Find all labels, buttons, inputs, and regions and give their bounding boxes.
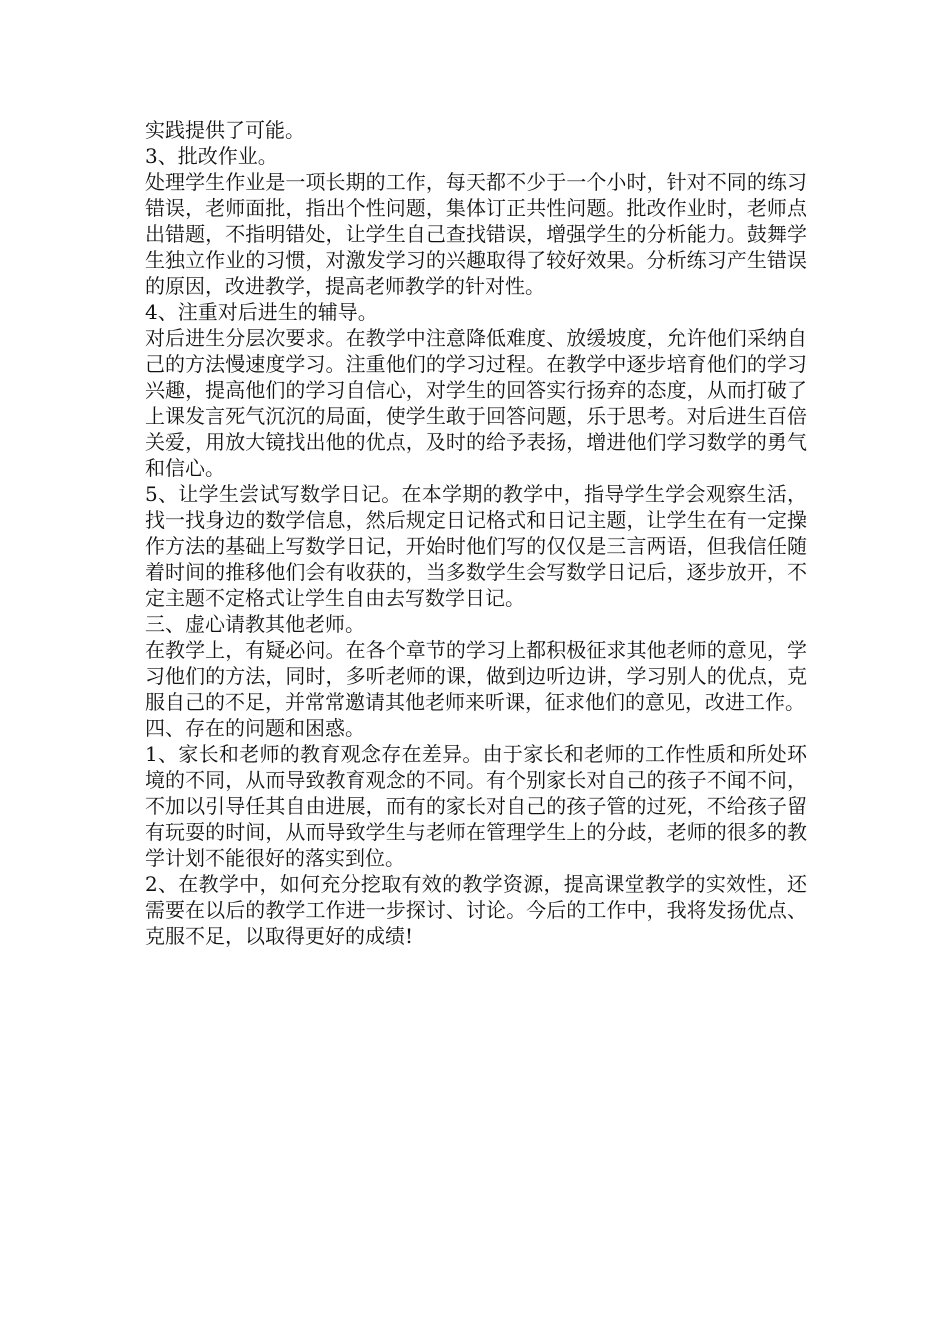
paragraph-grading-homework: 处理学生作业是一项长期的工作，每天都不少于一个小时，针对不同的练习错误，老师面批，指出个性问题，集体订正共性问题。批改作业时，老师点出错题，不指明错处，让学生自己查找错误，增强学生的分析能力。鼓舞学生独立作业的习惯，对激发学习的兴趣取得了较好效果。分析练习产生错误的原因，改进教学，提高老师教学的针对性。 xyxy=(145,170,807,298)
heading-grading-homework: 3、批改作业。 xyxy=(145,144,278,168)
document-body xyxy=(145,117,807,949)
heading-problems: 四、存在的问题和困惑。 xyxy=(145,716,365,740)
paragraph-continuation: 实践提供了可能。 xyxy=(145,118,305,142)
paragraph-tutoring-students: 对后进生分层次要求。在教学中注意降低难度、放缓坡度，允许他们采纳自己的方法慢速度学习。注重他们的学习过程。在教学中逐步培育他们的学习兴趣，提高他们的学习自信心，对学生的回答实行扬弃的态度，从而打破了上课发言死气沉沉的局面，使学生敢于回答问题，乐于思考。对后进生百倍关爱，用放大镜找出他的优点，及时的给予表扬，增进他们学习数学的勇气和信心。 xyxy=(145,326,807,480)
paragraph-problem-2: 2、在教学中，如何充分挖取有效的教学资源，提高课堂教学的实效性，还需要在以后的教学工作进一步探讨、讨论。今后的工作中，我将发扬优点、克服不足，以取得更好的成绩! xyxy=(145,872,807,948)
paragraph-problem-1: 1、家长和老师的教育观念存在差异。由于家长和老师的工作性质和所处环境的不同，从而导致教育观念的不同。有个别家长对自己的孩子不闻不问，不加以引导任其自由进展，而有的家长对自己的孩子管的过死，不给孩子留有玩耍的时间，从而导致学生与老师在管理学生上的分歧，老师的很多的教学计划不能很好的落实到位。 xyxy=(145,742,807,870)
heading-tutoring-students: 4、注重对后进生的辅导。 xyxy=(145,300,378,324)
paragraph-consult-teachers: 在教学上，有疑必问。在各个章节的学习上都积极征求其他老师的意见，学习他们的方法，同时，多听老师的课，做到边听边讲，学习别人的优点，克服自己的不足，并常常邀请其他老师来听课，征求他们的意见，改进工作。 xyxy=(145,638,807,714)
paragraph-math-diary: 5、让学生尝试写数学日记。在本学期的教学中，指导学生学会观察生活，找一找身边的数学信息，然后规定日记格式和日记主题，让学生在有一定操作方法的基础上写数学日记，开始时他们写的仅仅是三言两语，但我信任随着时间的推移他们会有收获的，当多数学生会写数学日记后，逐步放开，不定主题不定格式让学生自由去写数学日记。 xyxy=(145,482,807,610)
heading-consult-teachers: 三、虚心请教其他老师。 xyxy=(145,612,365,636)
